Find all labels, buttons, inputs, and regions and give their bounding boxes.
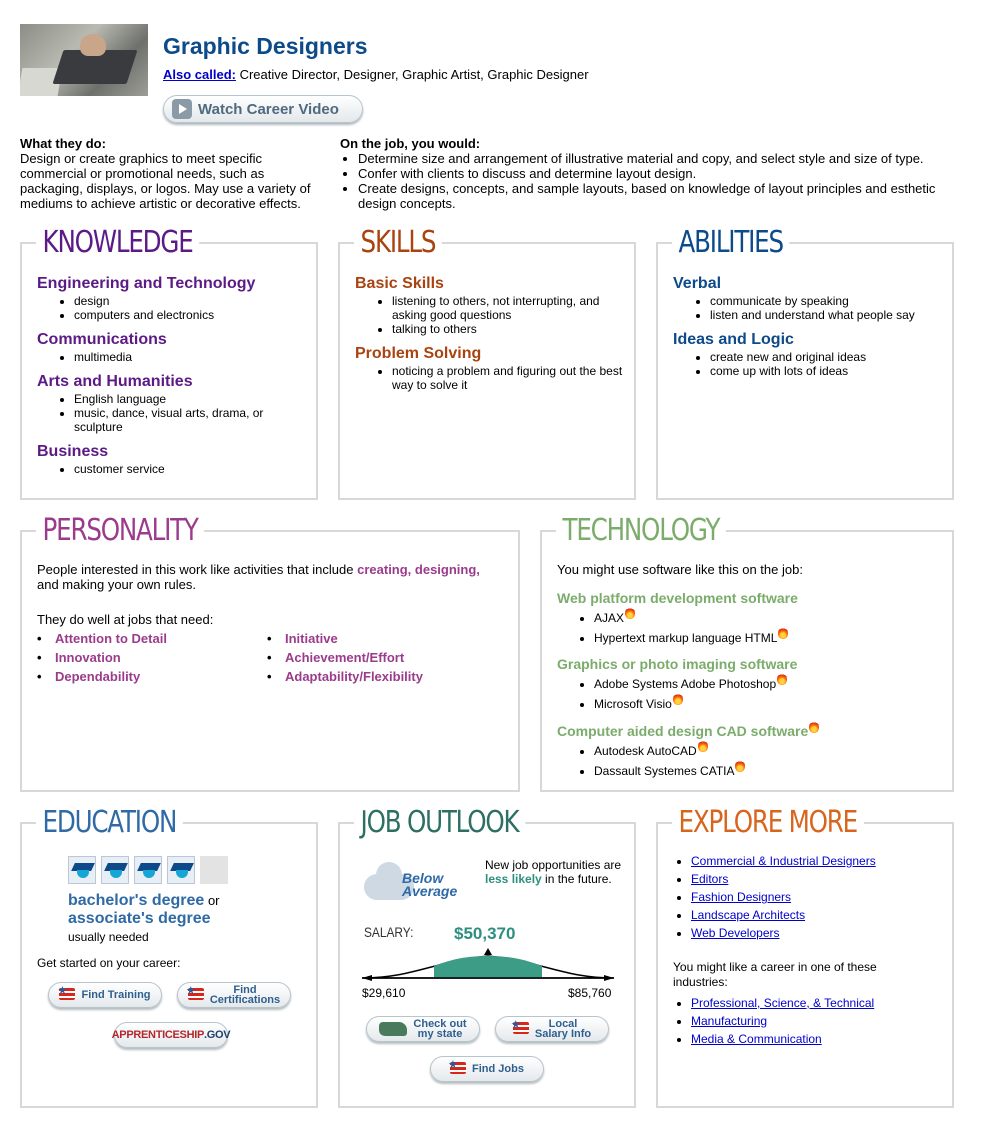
technology-item-label: Microsoft Visio: [594, 697, 672, 711]
us-map-icon: [379, 1022, 407, 1036]
find-certifications-line2: Certifications: [209, 994, 281, 1006]
abilities-item: • listen and understand what people say: [710, 308, 943, 322]
technology-heading: Web platform development software: [557, 590, 798, 606]
degree-level-meter: [68, 856, 233, 887]
job-task: • Determine size and arrangement of illustrative material and copy, and select style and size of type.: [358, 151, 970, 166]
personality-trait: • Dependability: [37, 669, 267, 684]
hot-technology-icon: [809, 721, 819, 733]
play-icon: [172, 99, 192, 119]
knowledge-item: • customer service: [74, 462, 307, 476]
outlook-rating: [402, 872, 457, 898]
degree-primary: bachelor's degree: [68, 892, 205, 909]
local-salary-button[interactable]: [495, 1016, 609, 1042]
abilities-heading: Ideas and Logic: [673, 331, 794, 348]
degree-secondary: associate's degree: [68, 910, 211, 927]
apprenticeship-logo-text: APPRENTICESHIP: [111, 1029, 205, 1041]
hot-technology-icon: [777, 673, 787, 685]
hot-technology-icon: [698, 740, 708, 752]
find-certifications-button[interactable]: [177, 982, 291, 1008]
personality-trait: • Achievement/Effort: [267, 650, 497, 665]
technology-item-label: Dassault Systemes CATIA: [594, 764, 735, 778]
technology-title: TECHNOLOGY: [556, 516, 726, 546]
technology-heading: Computer aided design CAD software: [557, 723, 809, 739]
personality-title: PERSONALITY: [36, 516, 204, 546]
skills-item: • listening to others, not interrupting, and asking good questions: [392, 294, 625, 322]
find-training-label: Find Training: [81, 989, 151, 1001]
abilities-box: [656, 225, 954, 500]
related-career-link[interactable]: Fashion Designers: [691, 890, 792, 904]
hot-technology-icon: [673, 693, 683, 705]
find-jobs-label: Find Jobs: [472, 1063, 524, 1075]
job-task: • Create designs, concepts, and sample layouts, based on knowledge of layout principles and esthetic design concepts.: [358, 181, 970, 211]
flag-icon: [450, 1062, 466, 1076]
related-career-link[interactable]: Web Developers: [691, 926, 780, 940]
outlook-rating-line2: Average: [402, 883, 458, 899]
technology-heading: Graphics or photo imaging software: [557, 656, 798, 672]
education-title: EDUCATION: [36, 808, 183, 838]
what-they-do: [20, 136, 320, 211]
knowledge-heading: Communications: [37, 331, 167, 348]
abilities-heading: Verbal: [673, 275, 722, 292]
local-salary-label: [535, 1019, 591, 1039]
graduation-cap-icon: [101, 856, 129, 884]
technology-heading-cad: [557, 721, 947, 740]
skills-item: • noticing a problem and figuring out the best way to solve it: [392, 364, 625, 392]
hot-technology-icon: [625, 607, 635, 619]
find-certifications-label: [210, 985, 280, 1005]
outlook-badge: [362, 866, 472, 900]
outlook-rating-line1: Below: [402, 870, 444, 886]
salary-high: $85,760: [568, 986, 612, 1000]
knowledge-heading: Arts and Humanities: [37, 373, 193, 390]
check-state-button[interactable]: [366, 1016, 480, 1042]
what-they-do-text: Design or create graphics to meet specific commercial or promotional needs, such as packaging, displays, or logos. May use a variety of mediums to achieve artistic or decorative effects.: [20, 151, 311, 211]
empty-level-slot: [200, 856, 228, 884]
industry-link[interactable]: Manufacturing: [691, 1014, 768, 1028]
technology-item: [594, 607, 947, 627]
personality-box: [20, 513, 520, 792]
knowledge-box: [20, 225, 318, 500]
abilities-item: • create new and original ideas: [710, 350, 943, 364]
technology-box: [540, 513, 954, 792]
graduation-cap-icon: [68, 856, 96, 884]
industries-label: You might like a career in one of these industries:: [673, 960, 877, 989]
hot-technology-icon: [778, 627, 788, 639]
also-called-link[interactable]: Also called:: [163, 67, 236, 82]
knowledge-item: • design: [74, 294, 307, 308]
industry-link[interactable]: Professional, Science, & Technical: [691, 996, 875, 1010]
technology-item-label: Adobe Systems Adobe Photoshop: [594, 677, 777, 691]
technology-item-label: AJAX: [594, 611, 625, 625]
check-state-line1: Check out: [413, 1018, 467, 1030]
knowledge-item: • music, dance, visual arts, drama, or sculpture: [74, 406, 307, 434]
skills-heading: Basic Skills: [355, 275, 444, 292]
what-they-do-heading: What they do:: [20, 136, 106, 151]
technology-item: [594, 740, 947, 760]
find-jobs-button[interactable]: [430, 1056, 544, 1082]
job-task: • Confer with clients to discuss and determine layout design.: [358, 166, 970, 181]
related-career-link[interactable]: Commercial & Industrial Designers: [691, 854, 876, 868]
personality-trait: • Innovation: [37, 650, 267, 665]
local-salary-line1: Local: [548, 1018, 578, 1030]
abilities-title: ABILITIES: [672, 228, 789, 258]
degree-usually: usually needed: [68, 930, 149, 944]
watch-video-button[interactable]: [163, 95, 363, 123]
education-box: [20, 805, 318, 1108]
personality-needs-label: They do well at jobs that need:: [37, 612, 214, 627]
skills-heading: Problem Solving: [355, 345, 482, 362]
technology-item: [594, 760, 947, 780]
abilities-item: • communicate by speaking: [710, 294, 943, 308]
outlook-text-end: in the future.: [541, 872, 612, 886]
watch-video-label: Watch Career Video: [198, 100, 339, 118]
knowledge-heading: Engineering and Technology: [37, 275, 256, 292]
salary-median: $50,370: [454, 924, 516, 943]
page-title: Graphic Designers: [163, 33, 368, 59]
technology-intro: You might use software like this on the job:: [557, 562, 803, 577]
also-called: [163, 67, 589, 82]
technology-item-label: Hypertext markup language HTML: [594, 631, 778, 645]
career-photo: [20, 24, 148, 96]
knowledge-item: • computers and electronics: [74, 308, 307, 322]
technology-item: [594, 627, 947, 647]
salary-distribution-chart: [362, 942, 614, 982]
personality-intro-text: People interested in this work like activities that include: [37, 562, 358, 577]
outlook-text-start: New job opportunities are: [485, 858, 622, 872]
personality-intro-end: and making your own rules.: [37, 577, 196, 592]
also-called-value: Creative Director, Designer, Graphic Artist, Graphic Designer: [239, 67, 589, 82]
skills-item: • talking to others: [392, 322, 625, 336]
personality-trait: • Adaptability/Flexibility: [267, 669, 497, 684]
salary-label: SALARY:: [364, 924, 414, 940]
local-salary-line2: Salary Info: [534, 1028, 592, 1040]
outlook-text-bold: less likely: [485, 872, 542, 886]
industry-link[interactable]: Media & Communication: [691, 1032, 822, 1046]
knowledge-item: • multimedia: [74, 350, 307, 364]
technology-item-label: Autodesk AutoCAD: [594, 744, 697, 758]
hot-technology-icon: [735, 760, 745, 772]
on-the-job-heading: On the job, you would:: [340, 136, 481, 151]
on-the-job: [340, 136, 970, 211]
knowledge-item: • English language: [74, 392, 307, 406]
technology-item: [594, 693, 947, 713]
outlook-text: [485, 858, 625, 886]
check-state-line2: my state: [417, 1028, 463, 1040]
personality-intro: [37, 562, 497, 592]
find-certifications-line1: Find: [233, 984, 257, 996]
personality-traits: [37, 631, 497, 684]
skills-box: [338, 225, 636, 500]
explore-more-title: EXPLORE MORE: [672, 808, 863, 838]
degree-or: or: [207, 893, 220, 908]
knowledge-title: KNOWLEDGE: [36, 228, 199, 258]
job-outlook-box: [338, 805, 636, 1108]
technology-item: [594, 673, 947, 693]
flag-icon: [59, 988, 75, 1002]
personality-intro-bold: creating, designing,: [357, 562, 480, 577]
graduation-cap-icon: [134, 856, 162, 884]
check-state-label: [413, 1019, 466, 1039]
knowledge-heading: Business: [37, 443, 109, 460]
skills-title: SKILLS: [354, 228, 442, 258]
related-career-link[interactable]: Editors: [691, 872, 729, 886]
personality-trait: • Initiative: [267, 631, 497, 646]
abilities-item: • come up with lots of ideas: [710, 364, 943, 378]
salary-low: $29,610: [362, 986, 406, 1000]
flag-icon: [513, 1022, 529, 1036]
flag-icon: [188, 988, 204, 1002]
explore-more-box: [656, 805, 954, 1108]
get-started-label: Get started on your career:: [37, 956, 181, 970]
apprenticeship-gov-button[interactable]: [111, 1022, 231, 1048]
job-outlook-title: JOB OUTLOOK: [354, 808, 525, 838]
personality-trait: • Attention to Detail: [37, 631, 267, 646]
graduation-cap-icon: [167, 856, 195, 884]
related-career-link[interactable]: Landscape Architects: [691, 908, 806, 922]
find-training-button[interactable]: [48, 982, 162, 1008]
apprenticeship-logo-gov: .GOV: [204, 1029, 231, 1041]
hand-shape: [80, 34, 106, 56]
